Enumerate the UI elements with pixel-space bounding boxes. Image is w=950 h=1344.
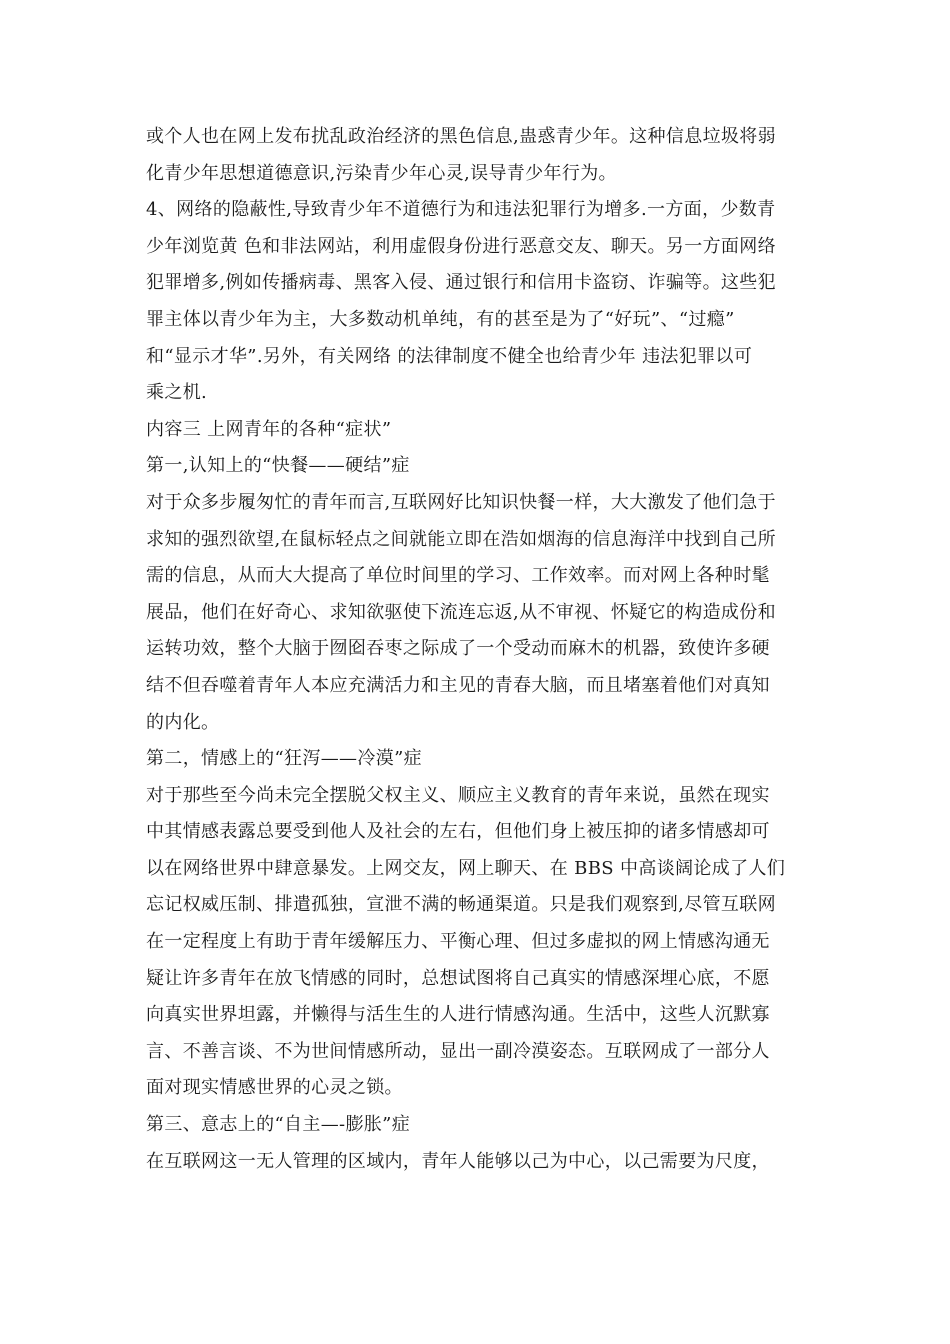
subsection-heading: 第三、意志上的“自主—-膨胀”症 <box>146 1114 411 1136</box>
text-line: 以在网络世界中肆意暴发。上网交友，网上聊天、在 BBS 中高谈阔论成了人们 <box>146 857 786 879</box>
subsection-heading: 第二，情感上的“狂泻——冷漠”症 <box>146 748 423 770</box>
text-line: 和“显示才华”.另外，有关网络 的法律制度不健全也给青少年 违法犯罪以可 <box>146 345 753 367</box>
text-line: 犯罪增多,例如传播病毒、黑客入侵、通过银行和信用卡盗窃、诈骗等。这些犯 <box>146 272 776 294</box>
text-line: 需的信息，从而大大提高了单位时间里的学习、工作效率。而对网上各种时髦 <box>146 565 770 587</box>
text-line: 言、不善言谈、不为世间情感所动，显出一副冷漠姿态。互联网成了一部分人 <box>146 1040 770 1062</box>
document-body <box>146 119 810 1180</box>
text-line: 对于众多步履匆忙的青年而言,互联网好比知识快餐一样，大大激发了他们急于 <box>146 491 776 513</box>
text-line: 或个人也在网上发布扰乱政治经济的黑色信息,蛊惑青少年。这种信息垃圾将弱 <box>146 126 776 147</box>
text-line: 乘之机. <box>146 382 208 404</box>
text-line: 的内化。 <box>146 711 220 733</box>
section-heading: 内容三 上网青年的各种“症状” <box>146 418 392 440</box>
text-line: 求知的强烈欲望,在鼠标轻点之间就能立即在浩如烟海的信息海洋中找到自己所 <box>146 528 776 550</box>
text-line: 在一定程度上有助于青年缓解压力、平衡心理、但过多虚拟的网上情感沟通无 <box>146 931 770 953</box>
text-line: 在互联网这一无人管理的区域内，青年人能够以己为中心，以己需要为尺度， <box>146 1150 770 1172</box>
text-line: 面对现实情感世界的心灵之锁。 <box>146 1077 403 1099</box>
text-line: 少年浏览黄 色和非法网站，利用虚假身份进行恶意交友、聊天。另一方面网络 <box>146 235 776 257</box>
text-line: 结不但吞噬着青年人本应充满活力和主见的青春大脑，而且堵塞着他们对真知 <box>146 674 770 696</box>
text-line: 化青少年思想道德意识,污染青少年心灵,误导青少年行为。 <box>146 162 617 184</box>
text-line: 4、网络的隐蔽性,导致青少年不道德行为和违法犯罪行为增多.一方面，少数青 <box>146 199 776 221</box>
text-line: 罪主体以青少年为主，大多数动机单纯，有的甚至是为了“好玩”、“过瘾” <box>146 308 735 330</box>
text-line: 疑让许多青年在放飞情感的同时，总想试图将自己真实的情感深埋心底，不愿 <box>146 967 770 989</box>
text-line: 运转功效，整个大脑于囫囵吞枣之际成了一个受动而麻木的机器，致使许多硬 <box>146 638 770 660</box>
text-line: 展品，他们在好奇心、求知欲驱使下流连忘返,从不审视、怀疑它的构造成份和 <box>146 601 776 623</box>
text-line: 忘记权威压制、排遣孤独，宣泄不满的畅通渠道。只是我们观察到,尽管互联网 <box>146 894 776 916</box>
subsection-heading: 第一,认知上的“快餐——硬结”症 <box>146 455 410 477</box>
text-line: 向真实世界坦露，并懒得与活生生的人进行情感沟通。生活中，这些人沉默寡 <box>146 1004 770 1026</box>
text-line: 对于那些至今尚未完全摆脱父权主义、顺应主义教育的青年来说，虽然在现实 <box>146 784 770 806</box>
text-line: 中其情感表露总要受到他人及社会的左右，但他们身上被压抑的诸多情感却可 <box>146 821 770 843</box>
